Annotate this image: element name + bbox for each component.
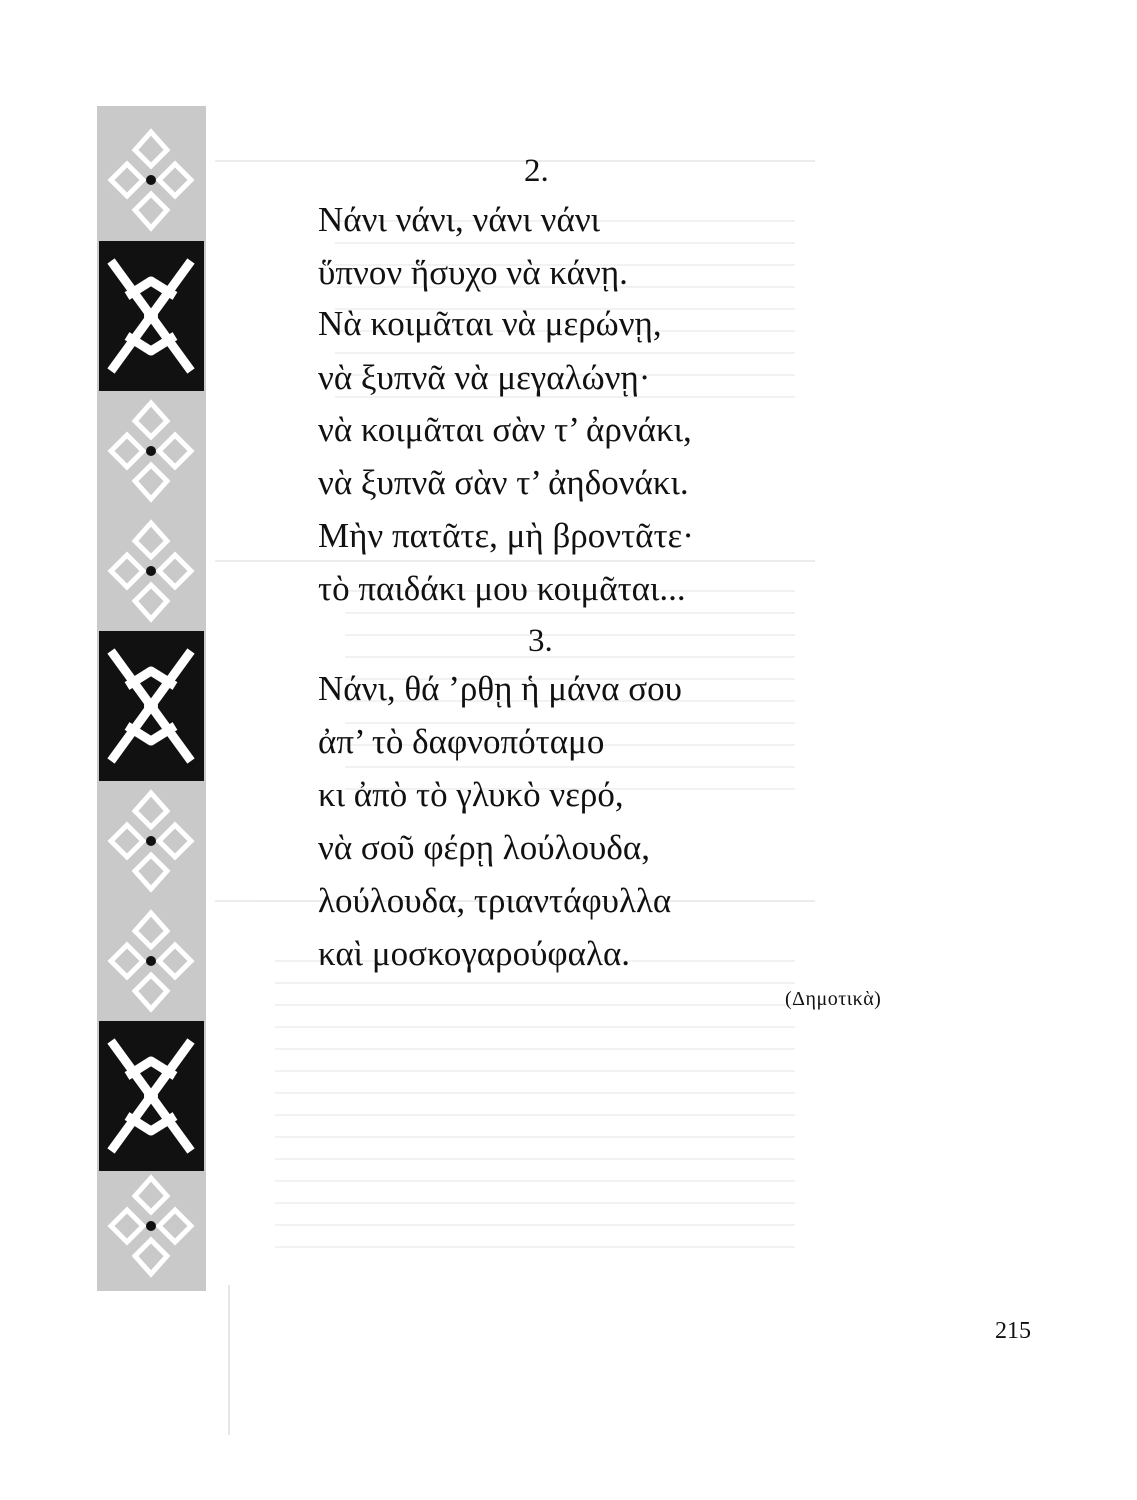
poem-line: ἀπ’ τὸ δαφνοπόταμο <box>318 722 605 761</box>
ornament-pattern <box>97 106 206 1291</box>
ornament-dot <box>146 446 156 456</box>
poem-line: νὰ σοῦ φέρῃ λούλουδα, <box>318 828 650 867</box>
poem-line: ὕπνον ἥσυχο νὰ κάνῃ. <box>318 253 628 292</box>
page-number: 215 <box>995 1318 1031 1344</box>
ornament-dot <box>146 956 156 966</box>
poem-line: Νὰ κοιμᾶται νὰ μερώνῃ, <box>318 304 662 343</box>
poem-line: Μὴν πατᾶτε, μὴ βροντᾶτε· <box>318 516 694 555</box>
section-number-2: 2. <box>524 153 549 189</box>
ornament-dot <box>146 836 156 846</box>
ornament-dot <box>146 1221 156 1231</box>
ornament-dot <box>146 175 156 185</box>
poem-line: λούλουδα, τριαντάφυλλα <box>318 881 672 920</box>
poem-line: καὶ μοσκογαρούφαλα. <box>318 934 631 973</box>
ornament-key-motif <box>111 913 191 1009</box>
ornament-dark-block <box>99 1021 204 1171</box>
faint-rule <box>228 1285 230 1435</box>
poem-line: τὸ παιδάκι μου κοιμᾶται... <box>318 569 686 608</box>
ornament-key-motif <box>111 793 191 889</box>
ornament-dark-block <box>99 241 204 391</box>
poem-line: νὰ ξυπνᾶ νὰ μεγαλώνῃ· <box>318 358 651 397</box>
poem-line: κι ἀπὸ τὸ γλυκὸ νερό, <box>318 775 624 814</box>
ornament-key-motif <box>111 1178 191 1274</box>
section-number-3: 3. <box>528 623 553 659</box>
ornament-dot <box>146 566 156 576</box>
ornament-key-motif <box>111 403 191 499</box>
ornament-key-motif <box>111 523 191 619</box>
ornament-key-motif <box>111 132 191 228</box>
source-attribution: (Δημοτικὰ) <box>785 988 882 1010</box>
poem-line: νὰ κοιμᾶται σὰν τ’ ἀρνάκι, <box>318 410 692 449</box>
poem-line: Νάνι νάνι, νάνι νάνι <box>318 200 601 239</box>
ornament-dark-block <box>99 631 204 781</box>
poem-line: νὰ ξυπνᾶ σὰν τ’ ἀηδονάκι. <box>318 463 689 502</box>
ornamental-border <box>97 106 206 1291</box>
poem-line: Νάνι, θά ’ρθῃ ἡ μάνα σου <box>318 669 682 708</box>
